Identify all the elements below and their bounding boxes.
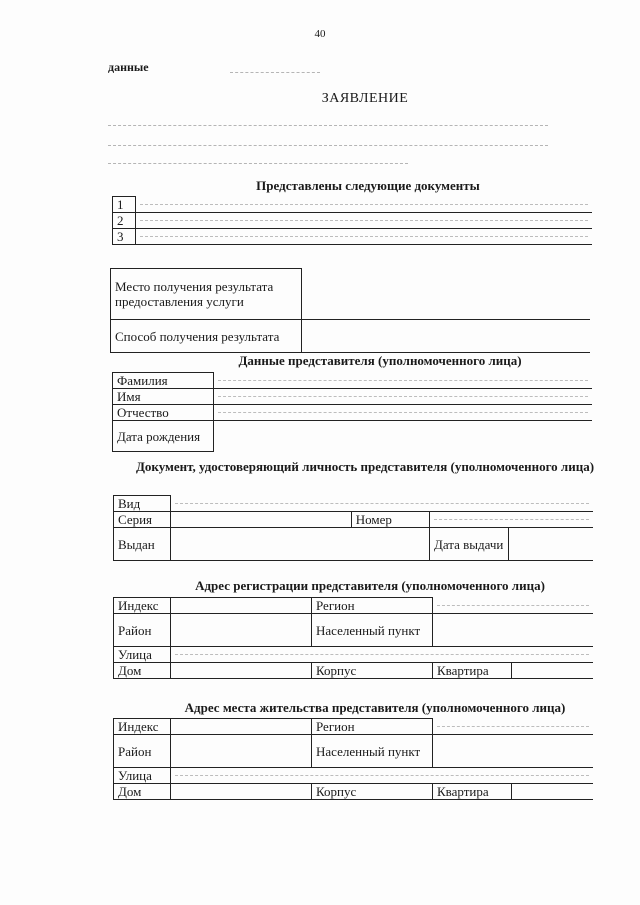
result-method-label: Способ получения результата: [111, 320, 302, 353]
rep-field-label: Отчество: [113, 405, 214, 421]
live-locality-field[interactable]: [433, 735, 594, 768]
reg-region-label: Регион: [312, 598, 433, 614]
doc-row-field[interactable]: [136, 197, 593, 213]
live-street-field[interactable]: [171, 768, 594, 784]
live-region-field[interactable]: [433, 719, 594, 735]
id-number-field[interactable]: [430, 512, 594, 528]
doc-row-number: 3: [113, 229, 136, 245]
id-number-label: Номер: [351, 512, 429, 528]
representative-heading: Данные представителя (уполномоченного лица): [238, 353, 522, 368]
writing-line[interactable]: [108, 125, 548, 126]
rep-field-label: Фамилия: [113, 373, 214, 389]
top-dotted-line: [230, 72, 320, 73]
live-apartment-label: Квартира: [433, 784, 512, 800]
reg-street-label: Улица: [114, 647, 171, 663]
reg-street-field[interactable]: [171, 647, 594, 663]
reg-apartment-label: Квартира: [433, 663, 512, 679]
id-series-field[interactable]: [171, 512, 352, 528]
result-place-label: Место получения результата предоставления услуги: [111, 269, 302, 320]
live-apartment-field[interactable]: [512, 784, 594, 800]
rep-field-value[interactable]: [214, 373, 593, 389]
reg-house-label: Дом: [114, 663, 171, 679]
doc-row-number: 2: [113, 213, 136, 229]
live-district-field[interactable]: [171, 735, 312, 768]
page-number: 40: [314, 28, 326, 40]
live-address-table: [113, 718, 593, 800]
id-date-field[interactable]: [509, 528, 594, 561]
rep-field-label: Имя: [113, 389, 214, 405]
reg-locality-field[interactable]: [433, 614, 594, 647]
writing-line[interactable]: [108, 163, 408, 164]
reg-region-field[interactable]: [433, 598, 594, 614]
top-label: данные: [108, 60, 149, 74]
id-date-label: Дата выдачи: [430, 528, 509, 561]
reg-index-label: Индекс: [114, 598, 171, 614]
live-region-label: Регион: [312, 719, 433, 735]
reg-locality-label: Населенный пункт: [312, 614, 433, 647]
id-type-label: Вид: [114, 496, 171, 512]
document-title: ЗАЯВЛЕНИЕ: [321, 91, 409, 106]
reg-index-field[interactable]: [171, 598, 312, 614]
live-building-label: Корпус: [312, 784, 433, 800]
rep-field-label: Дата рождения: [113, 421, 214, 452]
representative-table: [112, 372, 592, 452]
live-index-field[interactable]: [171, 719, 312, 735]
reg-house-field[interactable]: [171, 663, 312, 679]
live-house-field[interactable]: [171, 784, 312, 800]
live-locality-label: Населенный пункт: [312, 735, 433, 768]
identity-doc-heading: Документ, удостоверяющий личность представителя (уполномоченного лица): [135, 459, 595, 474]
live-house-label: Дом: [114, 784, 171, 800]
result-method-field[interactable]: [302, 320, 591, 353]
rep-field-value[interactable]: [214, 389, 593, 405]
rep-field-value[interactable]: [214, 405, 593, 421]
reg-address-heading: Адрес регистрации представителя (уполномоченного лица): [195, 578, 545, 593]
live-street-label: Улица: [114, 768, 171, 784]
id-issued-label: Выдан: [114, 528, 171, 561]
rep-field-value[interactable]: [214, 421, 593, 452]
identity-doc-table: [113, 495, 593, 561]
live-district-label: Район: [114, 735, 171, 768]
reg-district-label: Район: [114, 614, 171, 647]
doc-row-field[interactable]: [136, 213, 593, 229]
doc-row-field[interactable]: [136, 229, 593, 245]
writing-line[interactable]: [108, 145, 548, 146]
id-issued-field[interactable]: [171, 528, 430, 561]
reg-district-field[interactable]: [171, 614, 312, 647]
documents-table: [112, 196, 592, 245]
live-index-label: Индекс: [114, 719, 171, 735]
id-type-field[interactable]: [171, 496, 594, 512]
live-address-heading: Адрес места жительства представителя (уполномоченного лица): [184, 700, 566, 715]
reg-apartment-field[interactable]: [512, 663, 594, 679]
reg-address-table: [113, 597, 593, 679]
id-series-label: Серия: [114, 512, 171, 528]
result-place-field[interactable]: [302, 269, 591, 320]
reg-building-label: Корпус: [312, 663, 433, 679]
result-table: [110, 268, 590, 353]
documents-heading: Представлены следующие документы: [256, 178, 480, 193]
doc-row-number: 1: [113, 197, 136, 213]
